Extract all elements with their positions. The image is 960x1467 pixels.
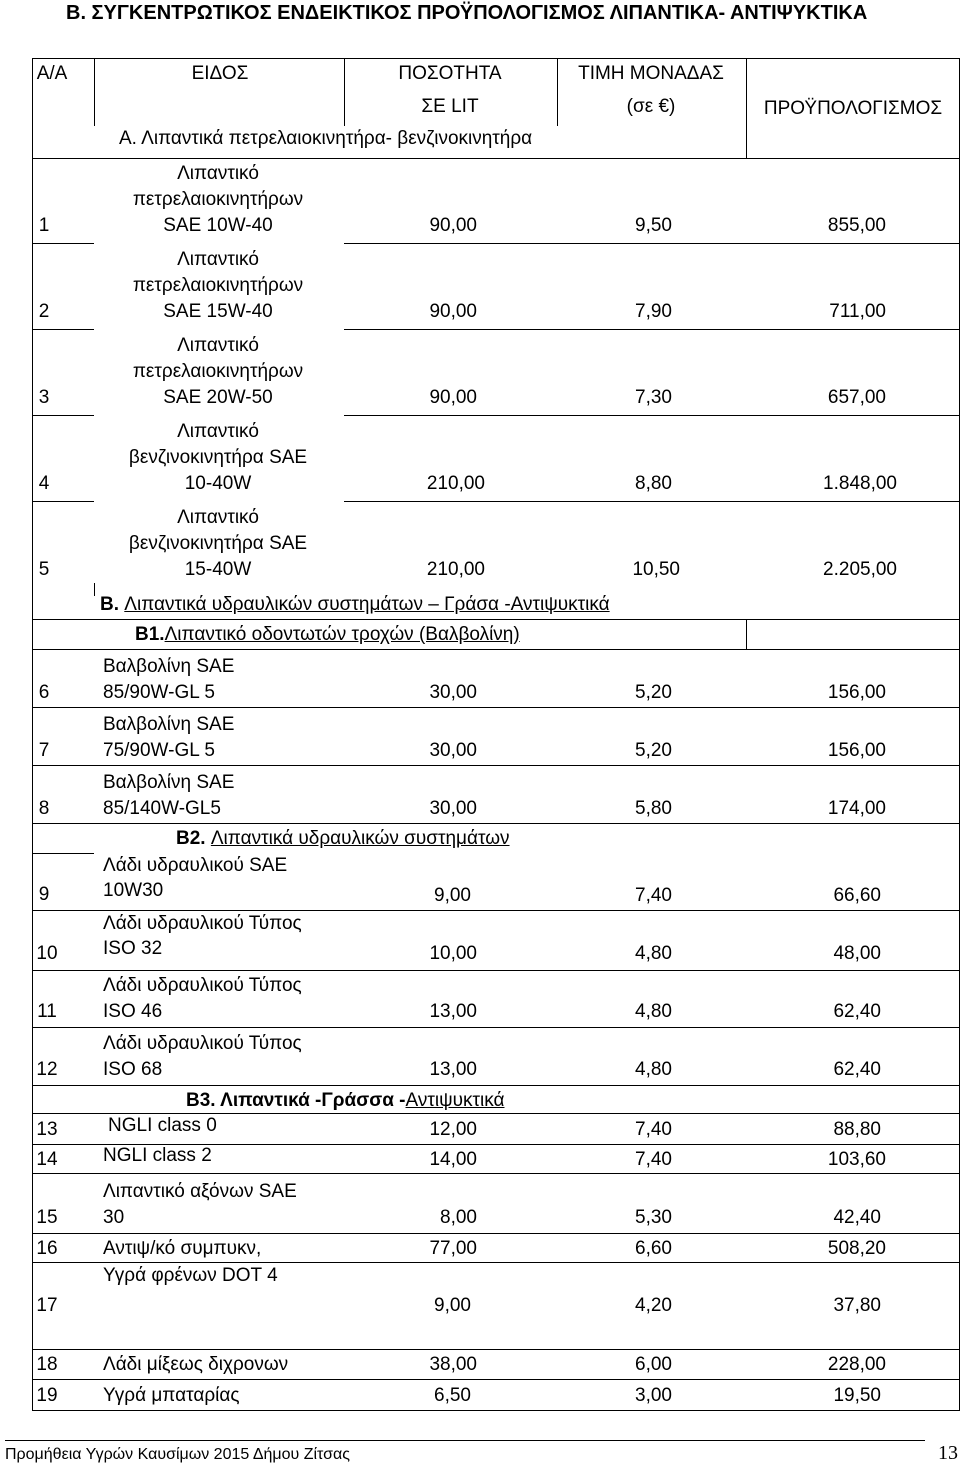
row-aa: 3 <box>38 387 50 408</box>
row-quantity: 8,00 <box>440 1207 477 1228</box>
row-total: 48,00 <box>833 943 881 964</box>
header-eidos: ΕΙΔΟΣ <box>191 63 249 84</box>
row-item-line: πετρελαιοκινητήρων <box>132 189 304 210</box>
section-b2-text: Λιπαντικά υδραυλικών συστημάτων <box>210 828 510 849</box>
row-quantity: 30,00 <box>429 798 477 819</box>
row-item-line: βενζινοκινητήρα SAE <box>128 533 308 554</box>
row-item-line: Υγρά φρένων DOT 4 <box>103 1265 278 1286</box>
row-quantity: 77,00 <box>429 1238 477 1259</box>
row-item-line: SAE 10W-40 <box>163 215 273 236</box>
row-item-line: πετρελαιοκινητήρων <box>132 275 304 296</box>
section-b1-prefix: Β1. <box>135 624 165 645</box>
row-aa: 4 <box>38 473 50 494</box>
row-unit-price: 4,80 <box>635 1001 672 1022</box>
row-aa: 11 <box>37 1001 57 1022</box>
row-quantity: 38,00 <box>429 1354 477 1375</box>
row-item-line: Αντιψ/κό συμπυκν, <box>103 1238 262 1259</box>
row-item-line: Λιπαντικό <box>177 249 259 270</box>
row-item-line: 30 <box>103 1207 125 1228</box>
row-item-line: Λιπαντικό <box>177 507 259 528</box>
section-b2-prefix: Β2. <box>176 828 211 849</box>
row-unit-price: 5,80 <box>635 798 672 819</box>
row-unit-price: 4,20 <box>635 1295 672 1316</box>
row-item-line: Λάδι υδραυλικού SAE <box>103 855 288 876</box>
row-total: 228,00 <box>827 1354 886 1375</box>
row-aa: 10 <box>36 943 58 964</box>
row-aa: 6 <box>38 682 50 703</box>
row-item-line: Λάδι υδραυλικού Τύπος <box>103 1033 302 1054</box>
document-title: Β. ΣΥΓΚΕΝΤΡΩΤΙΚΟΣ ΕΝΔΕΙΚΤΙΚΟΣ ΠΡΟΫΠΟΛΟΓΙΣΜΟΣ ΛΙΠΑΝΤΙΚΑ- ΑΝΤΙΨΥΚΤΙΚΑ <box>66 2 868 24</box>
section-b2-title <box>176 826 510 852</box>
row-total: 66,60 <box>833 885 881 906</box>
row-total: 88,80 <box>833 1119 881 1140</box>
row-aa: 15 <box>36 1207 58 1228</box>
row-unit-price: 4,80 <box>635 943 672 964</box>
row-total: 62,40 <box>833 1059 881 1080</box>
row-item-line: Βαλβολίνη SAE <box>103 714 235 735</box>
row-total: 156,00 <box>827 682 886 703</box>
row-aa: 17 <box>36 1295 58 1316</box>
row-aa: 7 <box>38 740 50 761</box>
page-number: 13 <box>938 1442 958 1464</box>
row-aa: 18 <box>36 1354 58 1375</box>
section-b-prefix: Β. <box>100 594 125 615</box>
section-b3-title <box>186 1088 505 1114</box>
row-unit-price: 7,90 <box>635 301 672 322</box>
row-aa: 14 <box>36 1149 58 1170</box>
header-aa: Α/Α <box>36 63 68 84</box>
row-aa: 12 <box>36 1059 58 1080</box>
row-aa: 9 <box>38 884 50 905</box>
row-unit-price: 7,40 <box>635 1119 672 1140</box>
row-quantity: 14,00 <box>429 1149 477 1170</box>
row-item-line: βενζινοκινητήρα SAE <box>128 447 308 468</box>
row-total: 711,00 <box>829 301 886 322</box>
header-quantity: ΠΟΣΟΤΗΤΑ <box>398 63 502 84</box>
row-aa: 19 <box>36 1385 58 1406</box>
section-a-title: Α. Λιπαντικά πετρελαιοκινητήρα- βενζινοκινητήρα <box>119 128 533 149</box>
row-unit-price: 6,60 <box>635 1238 672 1259</box>
row-item-line: NGLI class 0 <box>108 1115 217 1136</box>
row-quantity: 6,50 <box>434 1385 471 1406</box>
row-unit-price: 10,50 <box>632 559 680 580</box>
section-b-title <box>100 592 610 618</box>
row-item-line: ISO 32 <box>103 938 163 959</box>
footer-text: Προμήθεια Υγρών Καυσίμων 2015 Δήμου Ζίτσας <box>5 1446 350 1463</box>
header-unit-price: ΤΙΜΗ ΜΟΝΑΔΑΣ <box>578 63 724 84</box>
row-total: 174,00 <box>827 798 886 819</box>
row-quantity: 210,00 <box>426 559 485 580</box>
row-total: 657,00 <box>827 387 886 408</box>
row-unit-price: 5,20 <box>635 682 672 703</box>
header-budget: ΠΡΟΫΠΟΛΟΓΙΣΜΟΣ <box>763 98 943 119</box>
row-aa: 8 <box>38 798 50 819</box>
row-item-line: 15-40W <box>184 559 252 580</box>
row-total: 1.848,00 <box>823 473 897 494</box>
row-unit-price: 7,40 <box>635 1149 672 1170</box>
row-item-line: 75/90W-GL 5 <box>103 740 215 761</box>
row-unit-price: 6,00 <box>635 1354 672 1375</box>
row-total: 37,80 <box>833 1295 881 1316</box>
row-unit-price: 9,50 <box>635 215 672 236</box>
row-aa: 5 <box>38 559 50 580</box>
row-aa: 1 <box>38 215 50 236</box>
row-quantity: 30,00 <box>429 740 477 761</box>
row-quantity: 10,00 <box>429 943 477 964</box>
row-item-line: Λιπαντικό <box>177 421 259 442</box>
row-total: 19,50 <box>833 1385 881 1406</box>
row-item-line: Υγρά μπαταρίας <box>103 1385 240 1406</box>
section-b3-text: Αντιψυκτικά <box>405 1090 505 1111</box>
row-item-line: SAE 20W-50 <box>163 387 273 408</box>
row-aa: 16 <box>36 1238 58 1259</box>
row-item-line: Λιπαντικό <box>177 335 259 356</box>
row-total: 2.205,00 <box>823 559 897 580</box>
row-item-line: Βαλβολίνη SAE <box>103 772 235 793</box>
section-b-text: Λιπαντικά υδραυλικών συστημάτων – Γράσα -Αντιψυκτικά <box>124 594 610 615</box>
row-total: 103,60 <box>827 1149 886 1170</box>
row-quantity: 13,00 <box>429 1001 477 1022</box>
row-item-line: Λάδι μίξεως διχρονων <box>103 1354 289 1375</box>
row-quantity: 9,00 <box>434 1295 471 1316</box>
header-quantity-unit: ΣΕ LIT <box>421 96 479 117</box>
row-quantity: 13,00 <box>429 1059 477 1080</box>
row-item-line: Λάδι υδραυλικού Τύπος <box>103 975 302 996</box>
row-unit-price: 8,80 <box>635 473 672 494</box>
row-item-line: 85/140W-GL5 <box>103 798 221 819</box>
row-unit-price: 7,40 <box>635 885 672 906</box>
row-quantity: 90,00 <box>429 387 477 408</box>
section-b3-prefix: Β3. Λιπαντικά -Γράσσα - <box>186 1090 406 1111</box>
row-item-line: 10-40W <box>184 473 252 494</box>
row-aa: 2 <box>38 301 50 322</box>
row-unit-price: 7,30 <box>635 387 672 408</box>
row-item-line: 85/90W-GL 5 <box>103 682 215 703</box>
row-total: 42,40 <box>833 1207 881 1228</box>
row-item-line: ISO 46 <box>103 1001 163 1022</box>
footer-rule <box>5 1440 925 1441</box>
row-unit-price: 3,00 <box>635 1385 672 1406</box>
row-quantity: 210,00 <box>426 473 485 494</box>
row-unit-price: 5,20 <box>635 740 672 761</box>
header-unit-price-currency: (σε €) <box>626 96 676 117</box>
row-unit-price: 4,80 <box>635 1059 672 1080</box>
row-item-line: ISO 68 <box>103 1059 163 1080</box>
row-quantity: 12,00 <box>429 1119 477 1140</box>
row-total: 62,40 <box>833 1001 881 1022</box>
row-aa: 13 <box>36 1119 58 1140</box>
row-quantity: 9,00 <box>434 885 471 906</box>
row-unit-price: 5,30 <box>635 1207 672 1228</box>
row-item-line: Βαλβολίνη SAE <box>103 656 235 677</box>
row-quantity: 90,00 <box>429 215 477 236</box>
row-item-line: 10W30 <box>103 880 164 901</box>
row-item-line: NGLI class 2 <box>103 1145 212 1166</box>
row-total: 508,20 <box>827 1238 886 1259</box>
row-item-line: πετρελαιοκινητήρων <box>132 361 304 382</box>
row-total: 156,00 <box>827 740 886 761</box>
row-quantity: 30,00 <box>429 682 477 703</box>
row-quantity: 90,00 <box>429 301 477 322</box>
row-item-line: Λάδι υδραυλικού Τύπος <box>103 913 302 934</box>
row-item-line: Λιπαντικό αξόνων SAE <box>103 1181 297 1202</box>
section-b1-title <box>135 622 520 648</box>
row-item-line: SAE 15W-40 <box>163 301 273 322</box>
row-item-line: Λιπαντικό <box>177 163 259 184</box>
row-total: 855,00 <box>827 215 886 236</box>
section-b1-text: Λιπαντικό οδοντωτών τροχών (Βαλβολίνη) <box>164 624 520 645</box>
